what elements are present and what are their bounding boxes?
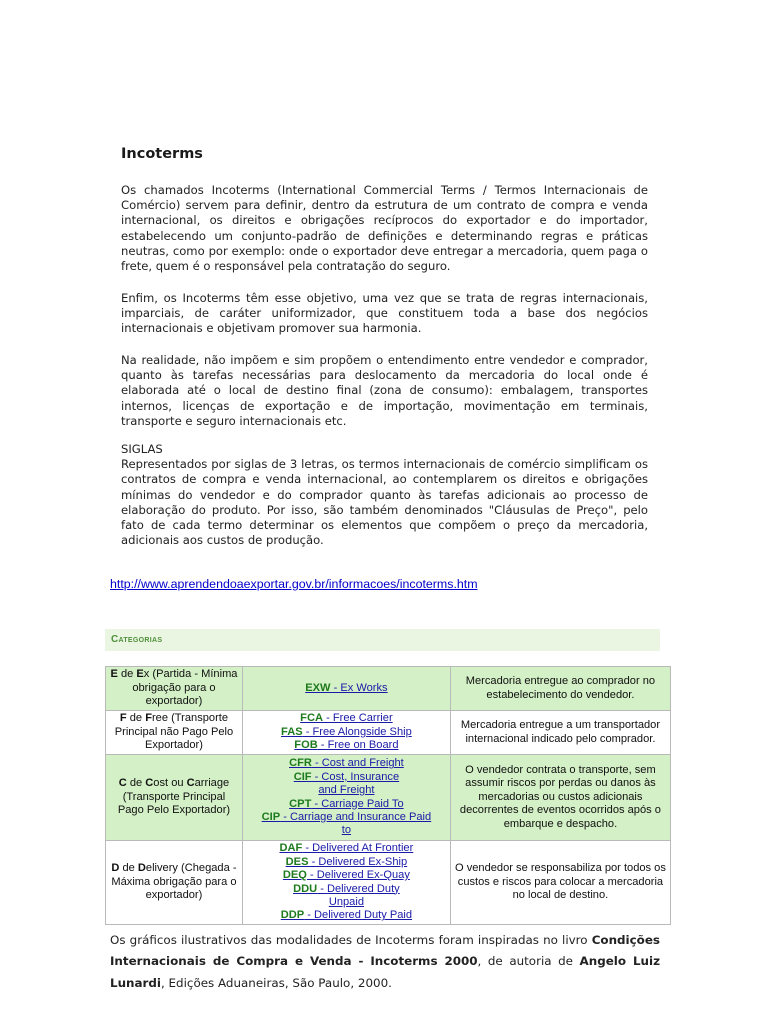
- categories-header: [105, 629, 660, 651]
- group-label-cell: F de Free (Transporte Principal não Pago Pelo Exportador): [106, 711, 243, 755]
- table-row-f: [106, 711, 671, 755]
- group-label-cell: D de Delivery (Chegada - Máxima obrigação para o exportador): [106, 841, 243, 925]
- term-link-ddu[interactable]: DDU - Delivered Duty Unpaid: [293, 882, 400, 908]
- group-label-cell: C de Cost ou Carriage (Transporte Principal Pago Pelo Exportador): [106, 755, 243, 841]
- explanation-cell: O vendedor se responsabiliza por todos os custos e riscos para colocar a mercadoria no local de destino.: [450, 841, 670, 925]
- explanation-cell: Mercadoria entregue ao comprador no estabelecimento do vendedor.: [450, 667, 670, 711]
- term-link-cpt[interactable]: CPT - Carriage Paid To: [289, 797, 404, 810]
- book-author: Angelo Luiz Lunardi: [110, 954, 660, 990]
- term-link-cfr[interactable]: CFR - Cost and Freight: [289, 757, 404, 770]
- table-row-c: [106, 755, 671, 841]
- objective-paragraph: Enfim, os Incoterms têm esse objetivo, uma vez que se trata de regras internacionais, imparciais, de caráter uniformizador, que constituem toda a base dos negócios internacionais e objetivam promover sua harmonia.: [121, 291, 648, 336]
- term-link-daf[interactable]: DAF - Delivered At Frontier: [279, 842, 414, 855]
- terms-cell: [242, 667, 450, 711]
- terms-cell: [242, 841, 450, 925]
- term-link-fob[interactable]: FOB - Free on Board: [294, 739, 399, 752]
- term-link-cif[interactable]: CIF - Cost, Insurance and Freight: [293, 770, 400, 797]
- siglas-paragraph: Representados por siglas de 3 letras, os termos internacionais de comércio simplificam os contratos de compra e venda internacional, ao contemplarem os direitos e obrigações mínimas do vendedor e do comprador quanto às tarefas adicionais ao processo de elaboração do produto. Por isso, são também denominados "Cláusulas de Preço", pelo fato de cada termo determinar os elementos que compõem o preço da mercadoria, adicionais aos custos de produção.: [121, 457, 648, 548]
- term-link-fca[interactable]: FCA - Free Carrier: [300, 712, 393, 725]
- group-label-cell: E de Ex (Partida - Mínima obrigação para o exportador): [106, 667, 243, 711]
- categories-label: Categorias: [111, 634, 163, 645]
- term-link-ddp[interactable]: DDP - Delivered Duty Paid: [280, 909, 413, 922]
- siglas-section: [121, 442, 648, 548]
- term-link-exw[interactable]: EXW - Ex Works: [305, 681, 388, 694]
- incoterms-table: [105, 666, 671, 925]
- source-link[interactable]: http://www.aprendendoaexportar.gov.br/informacoes/incoterms.htm: [110, 577, 478, 591]
- explanation-cell: O vendedor contrata o transporte, sem assumir riscos por perdas ou danos às mercadorias ou custos adicionais decorrentes de eventos ocorridos após o embarque e despacho.: [450, 755, 670, 841]
- term-link-deq[interactable]: DEQ - Delivered Ex-Quay: [282, 869, 410, 882]
- reality-paragraph: Na realidade, não impõem e sim propõem o entendimento entre vendedor e comprador, quanto às tarefas necessárias para deslocamento da mercadoria do local onde é elaborada até o local de destino final (zona de consumo): embalagem, transportes internos, licenças de exportação e de importação, movimentação em terminais, transporte e seguro internacionais etc.: [121, 353, 648, 428]
- book-title: Condições Internacionais de Compra e Venda - Incoterms 2000: [110, 933, 660, 969]
- term-link-cip[interactable]: CIP - Carriage and Insurance Paid to: [261, 810, 432, 837]
- table-row-e: [106, 667, 671, 711]
- intro-paragraph: Os chamados Incoterms (International Commercial Terms / Termos Internacionais de Comércio) servem para definir, dentro da estrutura de um contrato de compra e venda internacional, os direitos e obrigações recíprocos do exportador e do importador, estabelecendo um conjunto-padrão de definições e determinando regras e práticas neutras, como por exemplo: onde o exportador deve entregar a mercadoria, quem paga o frete, quem é o responsável pela contratação do seguro.: [121, 183, 648, 274]
- table-row-d: [106, 841, 671, 925]
- term-link-fas[interactable]: FAS - Free Alongside Ship: [281, 725, 412, 738]
- terms-cell: [242, 755, 450, 841]
- explanation-cell: Mercadoria entregue a um transportador internacional indicado pelo comprador.: [450, 711, 670, 755]
- terms-cell: [242, 711, 450, 755]
- footer-note: Os gráficos ilustrativos das modalidades de Incoterms foram inspiradas no livro Condições Internacionais de Compra e Venda - Incoterms 2000, de autoria de Angelo Luiz Lunardi, Edições Aduaneiras, São Paulo, 2000.: [110, 933, 660, 990]
- term-link-des[interactable]: DES - Delivered Ex-Ship: [285, 855, 408, 868]
- siglas-heading: SIGLAS: [121, 442, 163, 456]
- page-title: Incoterms: [121, 146, 203, 162]
